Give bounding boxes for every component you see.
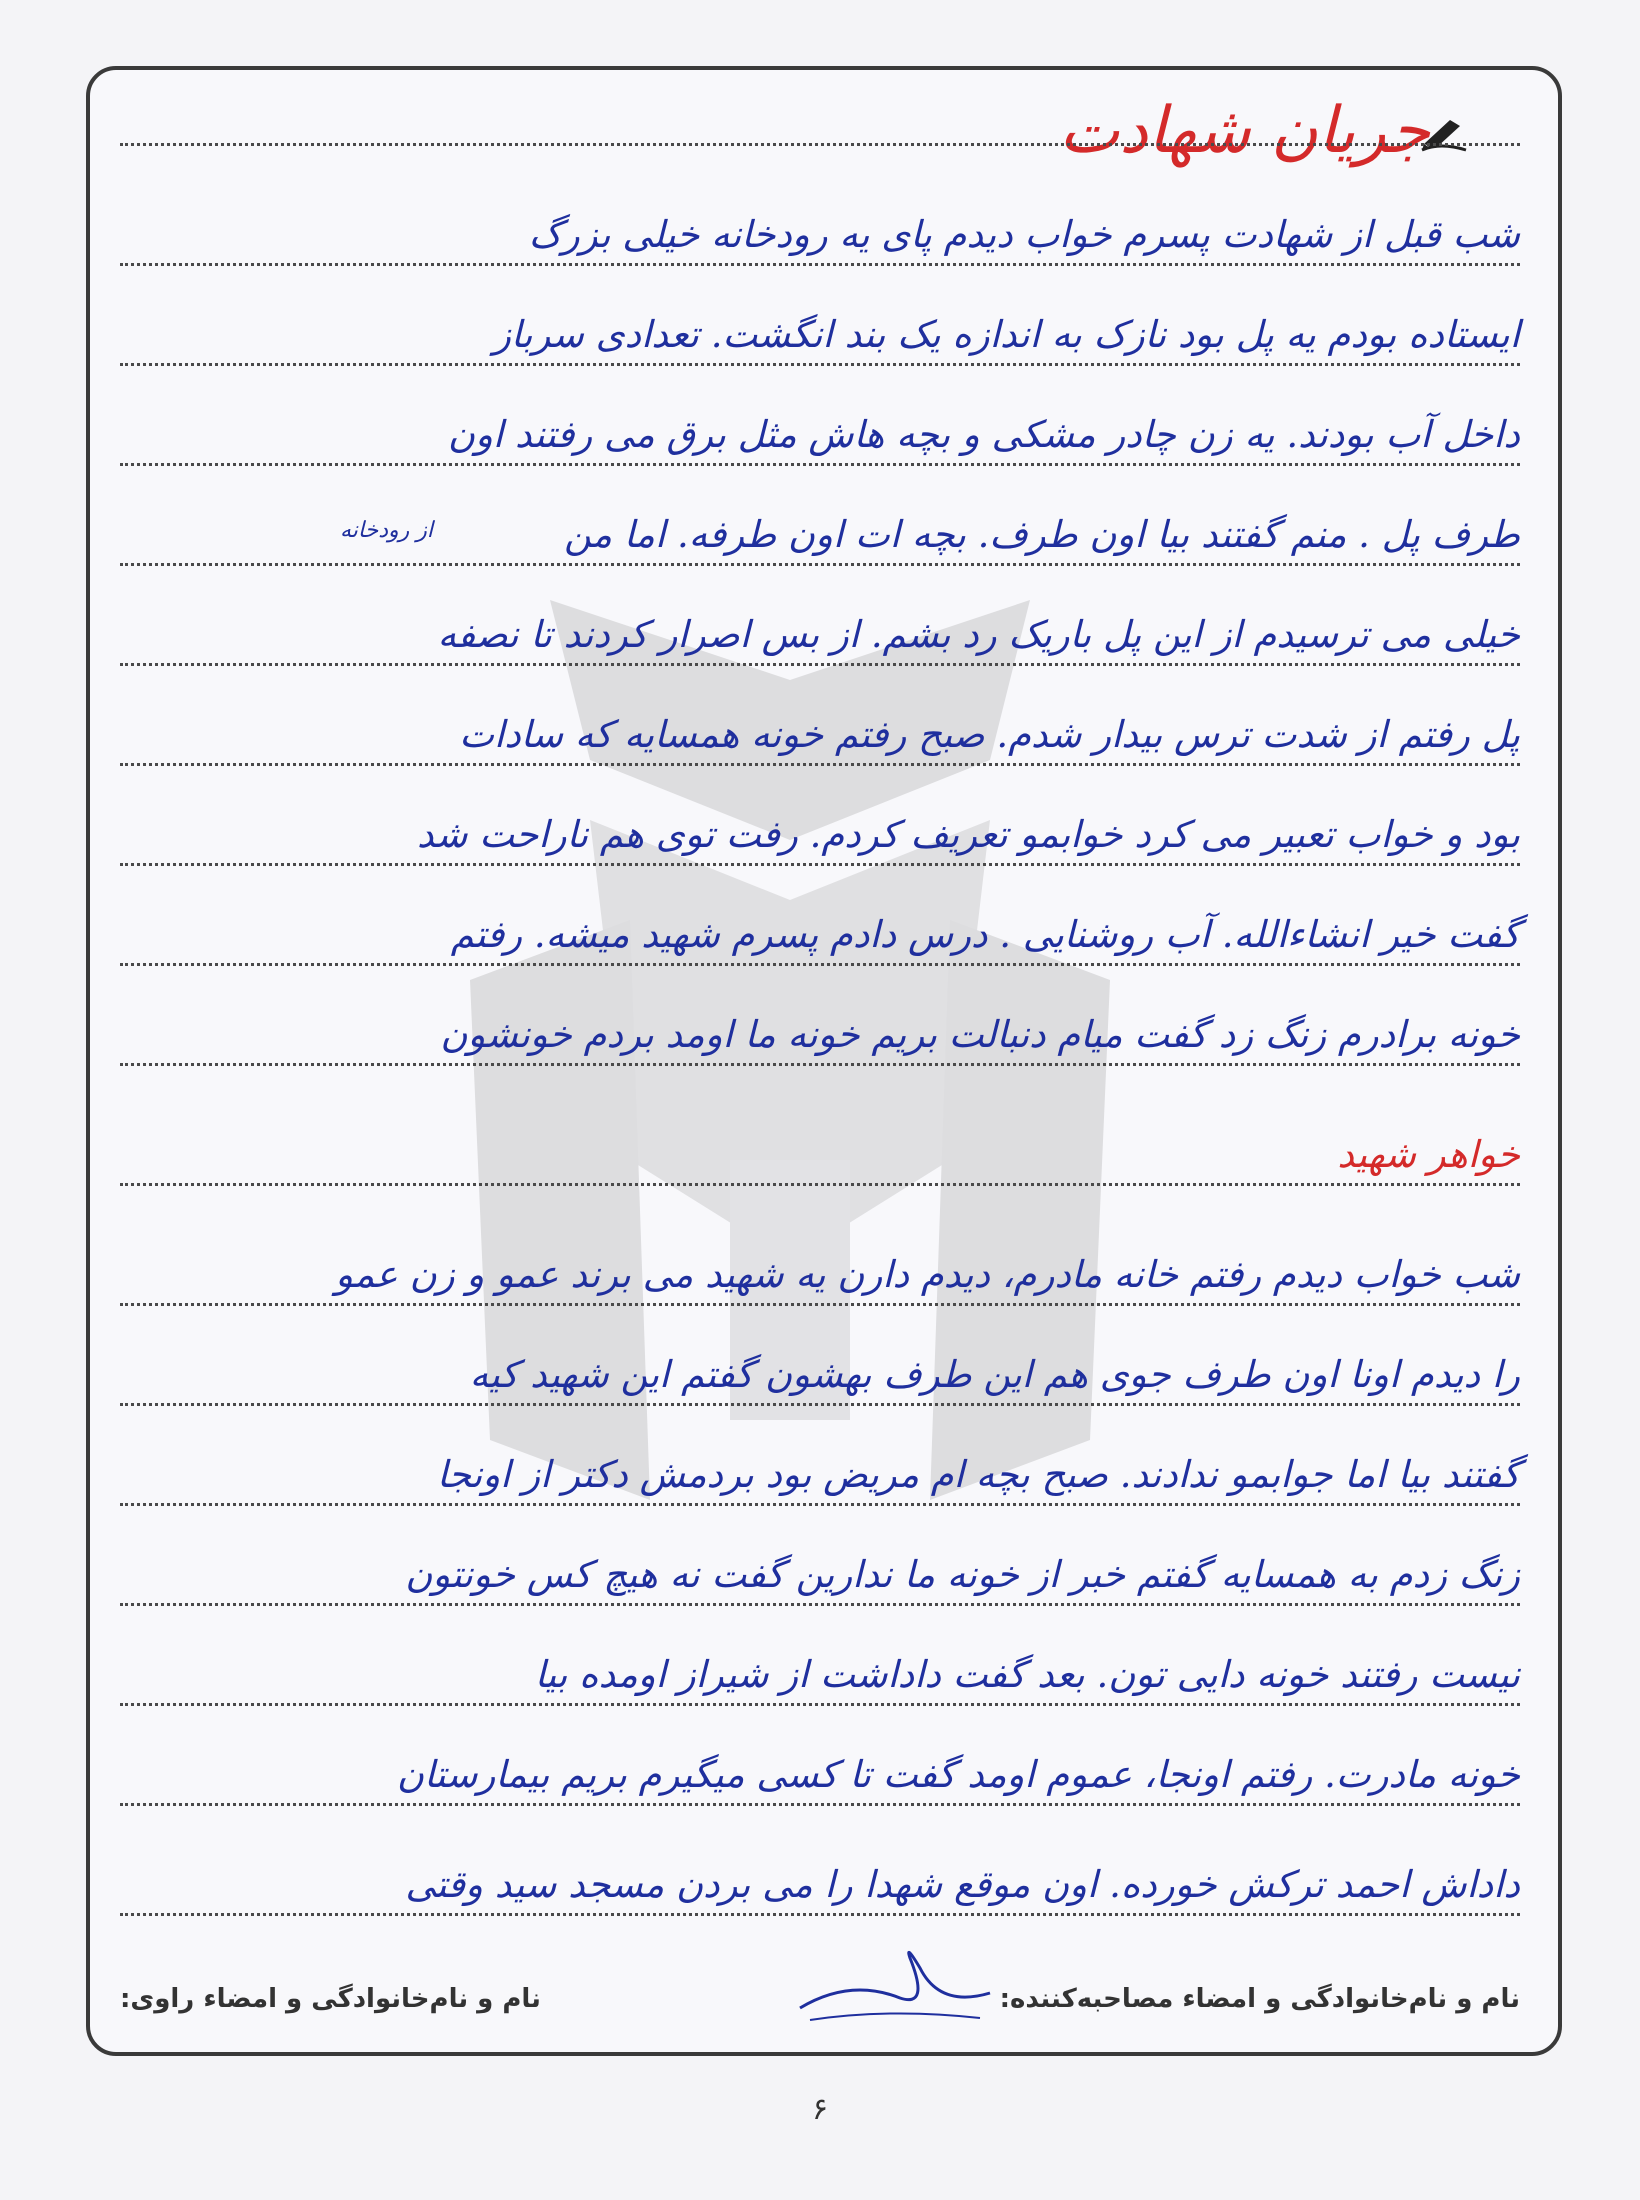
ruled-line-header <box>120 66 1520 146</box>
text-line <box>120 886 1520 966</box>
text-line <box>120 1626 1520 1706</box>
text-line <box>120 586 1520 666</box>
section-heading-line <box>120 1106 1520 1186</box>
line-text: ایستاده بودم یه پل بود نازک به اندازه یک بند انگشت. تعدادی سرباز <box>493 313 1520 356</box>
page-number: ۶ <box>811 2092 829 2127</box>
text-line <box>120 986 1520 1066</box>
interviewer-label: نام و نام‌خانوادگی و امضاء مصاحبه‌کننده: <box>999 1984 1520 2014</box>
line-text: داخل آب بودند. یه زن چادر مشکی و بچه هاش مثل برق می رفتند اون <box>447 413 1520 456</box>
line-text: شب قبل از شهادت پسرم خواب دیدم پای یه رودخانه خیلی بزرگ <box>528 213 1520 256</box>
text-line <box>120 386 1520 466</box>
text-line <box>120 1526 1520 1606</box>
line-text: گفت خیر انشاءالله. آب روشنایی . درس دادم پسرم شهید میشه. رفتم <box>450 913 1520 956</box>
text-line <box>120 486 1520 566</box>
line-text: داداش احمد ترکش خورده. اون موقع شهدا را می بردن مسجد سید وقتی <box>405 1863 1520 1906</box>
margin-note: از رودخانه <box>340 518 433 543</box>
text-line <box>120 1426 1520 1506</box>
text-line <box>120 686 1520 766</box>
line-text: زنگ زدم به همسایه گفتم خبر از خونه ما ندارین گفت نه هیچ کس خونتون <box>405 1553 1520 1596</box>
page-title: جریان شهادت <box>1059 94 1430 168</box>
line-text: طرف پل . منم گفتند بیا اون طرف. بچه ات اون طرفه. اما من <box>564 513 1520 556</box>
line-text: شب خواب دیدم رفتم خانه مادرم، دیدم دارن یه شهید می برند عمو و زن عمو <box>335 1253 1520 1296</box>
text-line <box>120 1226 1520 1306</box>
text-line <box>120 186 1520 266</box>
line-text: گفتند بیا اما جوابمو ندادند. صبح بچه ام مریض بود بردمش دکتر از اونجا <box>436 1453 1520 1496</box>
section-heading: خواهر شهید <box>1337 1133 1520 1176</box>
line-text: خونه مادرت. رفتم اونجا، عموم اومد گفت تا کسی میگیرم بریم بیمارستان <box>396 1753 1520 1796</box>
line-text: خونه برادرم زنگ زد گفت میام دنبالت بریم خونه ما اومد بردم خونشون <box>440 1013 1520 1056</box>
signature-footer <box>120 1976 1520 2026</box>
line-text: پل رفتم از شدت ترس بیدار شدم. صبح رفتم خونه همسایه که سادات <box>459 713 1520 756</box>
text-line <box>120 286 1520 366</box>
text-line <box>120 1726 1520 1806</box>
line-text: نیست رفتند خونه دایی تون. بعد گفت داداشت از شیراز اومده بیا <box>534 1653 1520 1696</box>
line-text: بود و خواب تعبیر می کرد خوابمو تعریف کردم. رفت توی هم ناراحت شد <box>417 813 1520 856</box>
text-line <box>120 1836 1520 1916</box>
line-text: خیلی می ترسیدم از این پل باریک رد بشم. از بس اصرار کردند تا نصفه <box>437 613 1520 656</box>
line-text: را دیدم اونا اون طرف جوی هم این طرف بهشون گفتم این شهید کیه <box>469 1353 1520 1396</box>
narrator-label: نام و نام‌خانوادگی و امضاء راوی: <box>120 1984 541 2014</box>
text-line <box>120 786 1520 866</box>
text-line <box>120 1326 1520 1406</box>
